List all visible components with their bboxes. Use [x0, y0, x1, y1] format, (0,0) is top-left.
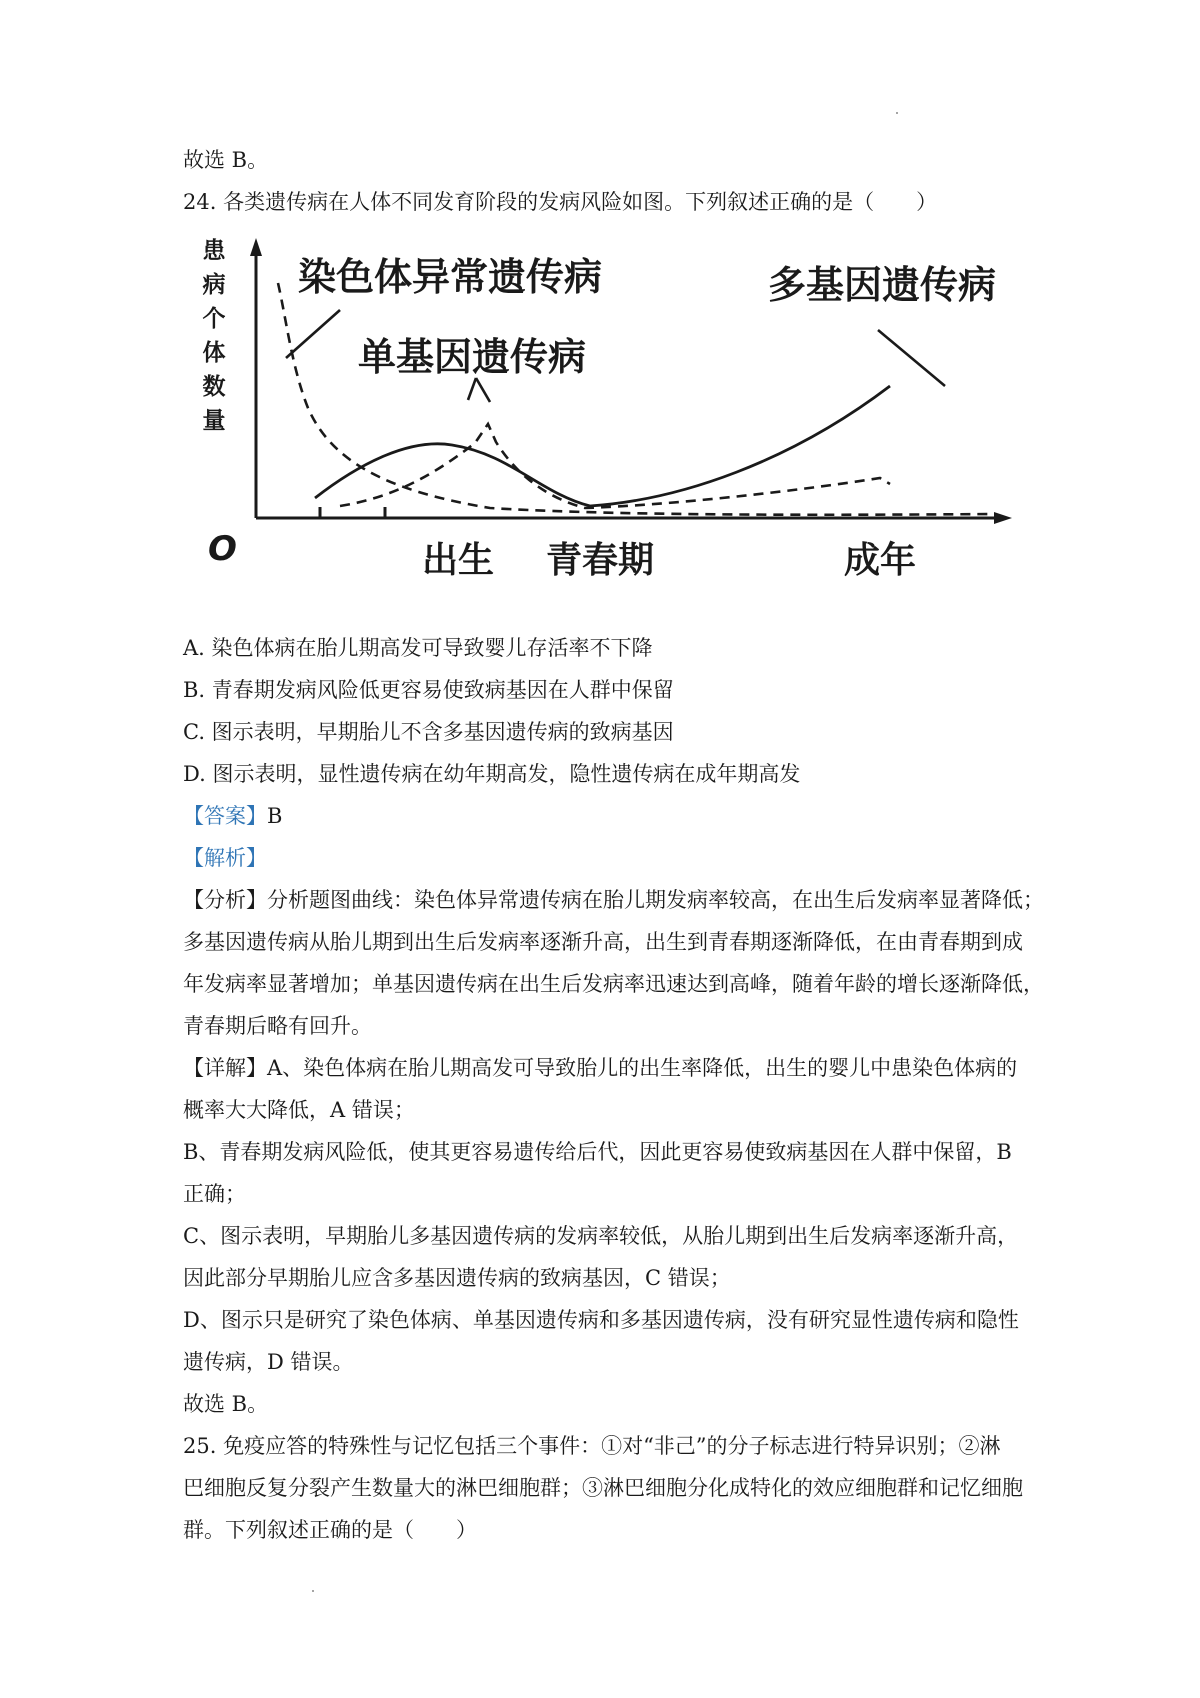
multi-gene-disease-label: 多基因遗传病: [767, 263, 997, 307]
option-c: C. 图示表明，早期胎儿不含多基因遗传病的致病基因: [183, 720, 674, 744]
scan-speck: [312, 1590, 314, 1592]
x-label-adulthood: 成年: [843, 540, 917, 581]
y-axis-label-char: 个: [202, 306, 226, 332]
chromosome-disease-curve: [278, 283, 994, 515]
detail-line: D、图示只是研究了染色体病、单基因遗传病和多基因遗传病，没有研究显性遗传病和隐性: [183, 1308, 1019, 1332]
single-gene-disease-label: 单基因遗传病: [357, 335, 587, 379]
analysis-line: 青春期后略有回升。: [183, 1014, 372, 1038]
x-label-puberty: 青春期: [545, 540, 655, 581]
option-b: B. 青春期发病风险低更容易使致病基因在人群中保留: [183, 678, 674, 702]
option-d: D. 图示表明，显性遗传病在幼年期高发，隐性遗传病在成年期高发: [183, 762, 801, 786]
analysis-line: 【分析】分析题图曲线：染色体异常遗传病在胎儿期发病率较高，在出生后发病率显著降低；: [183, 888, 1044, 912]
y-axis-arrow-icon: [250, 238, 262, 256]
chromosome-disease-leader: [286, 310, 340, 358]
question-25-line: 25. 免疫应答的特殊性与记忆包括三个事件：①对“非己”的分子标志进行特异识别；②淋: [183, 1434, 1001, 1458]
analysis-line: 多基因遗传病从胎儿期到出生后发病率逐渐升高，出生到青春期逐渐降低，在由青春期到成: [183, 930, 1023, 954]
detail-line: 正确；: [183, 1182, 246, 1206]
single-gene-disease-leader: [476, 378, 490, 402]
detail-line: 遗传病，D 错误。: [183, 1350, 354, 1374]
disease-risk-figure: [190, 228, 1020, 588]
multi-gene-disease-curve: [315, 386, 890, 506]
question-24-conclusion: 故选 B。: [183, 1392, 269, 1416]
scan-speck: [896, 112, 898, 114]
detail-line: C、图示表明，早期胎儿多基因遗传病的发病率较低，从胎儿期到出生后发病率逐渐升高，: [183, 1224, 1019, 1248]
answer-tag: 【答案】: [183, 804, 267, 828]
chromosome-disease-label: 染色体异常遗传病: [297, 255, 603, 299]
y-axis-label: [203, 237, 227, 434]
answer-value: B: [267, 804, 283, 828]
previous-question-conclusion: 故选 B。: [183, 148, 269, 172]
question-25-line: 群。下列叙述正确的是（ ）: [183, 1518, 477, 1542]
detail-line: 因此部分早期胎儿应含多基因遗传病的致病基因，C 错误；: [183, 1266, 731, 1290]
analysis-line: 年发病率显著增加；单基因遗传病在出生后发病率迅速达到高峰，随着年龄的增长逐渐降低，: [183, 972, 1044, 996]
x-axis-arrow-icon: [994, 512, 1012, 524]
analysis-tag: 【解析】: [183, 846, 267, 870]
origin-label: O: [208, 529, 237, 569]
question-24-stem: 24. 各类遗传病在人体不同发育阶段的发病风险如图。下列叙述正确的是（ ）: [183, 190, 938, 214]
single-gene-disease-curve: [340, 424, 890, 508]
option-a: A. 染色体病在胎儿期高发可导致婴儿存活率不下降: [183, 636, 653, 660]
y-axis-label-char: 数: [202, 374, 226, 400]
y-axis-label-char: 体: [202, 340, 226, 366]
multi-gene-disease-leader: [878, 330, 945, 386]
y-axis-label-char: 量: [202, 408, 226, 434]
detail-line: 概率大大降低，A 错误；: [183, 1098, 415, 1122]
x-label-birth: 出生: [421, 540, 495, 581]
y-axis-label-char: 患: [202, 238, 226, 264]
detail-line: 【详解】A、染色体病在胎儿期高发可导致胎儿的出生率降低，出生的婴儿中患染色体病的: [183, 1056, 1018, 1080]
single-gene-disease-leader: [468, 378, 476, 400]
answer-line: [183, 802, 1053, 830]
question-25-line: 巴细胞反复分裂产生数量大的淋巴细胞群；③淋巴细胞分化成特化的效应细胞群和记忆细胞: [183, 1476, 1023, 1500]
detail-line: B、青春期发病风险低，使其更容易遗传给后代，因此更容易使致病基因在人群中保留，B: [183, 1140, 1012, 1164]
y-axis-label-char: 病: [202, 272, 226, 298]
